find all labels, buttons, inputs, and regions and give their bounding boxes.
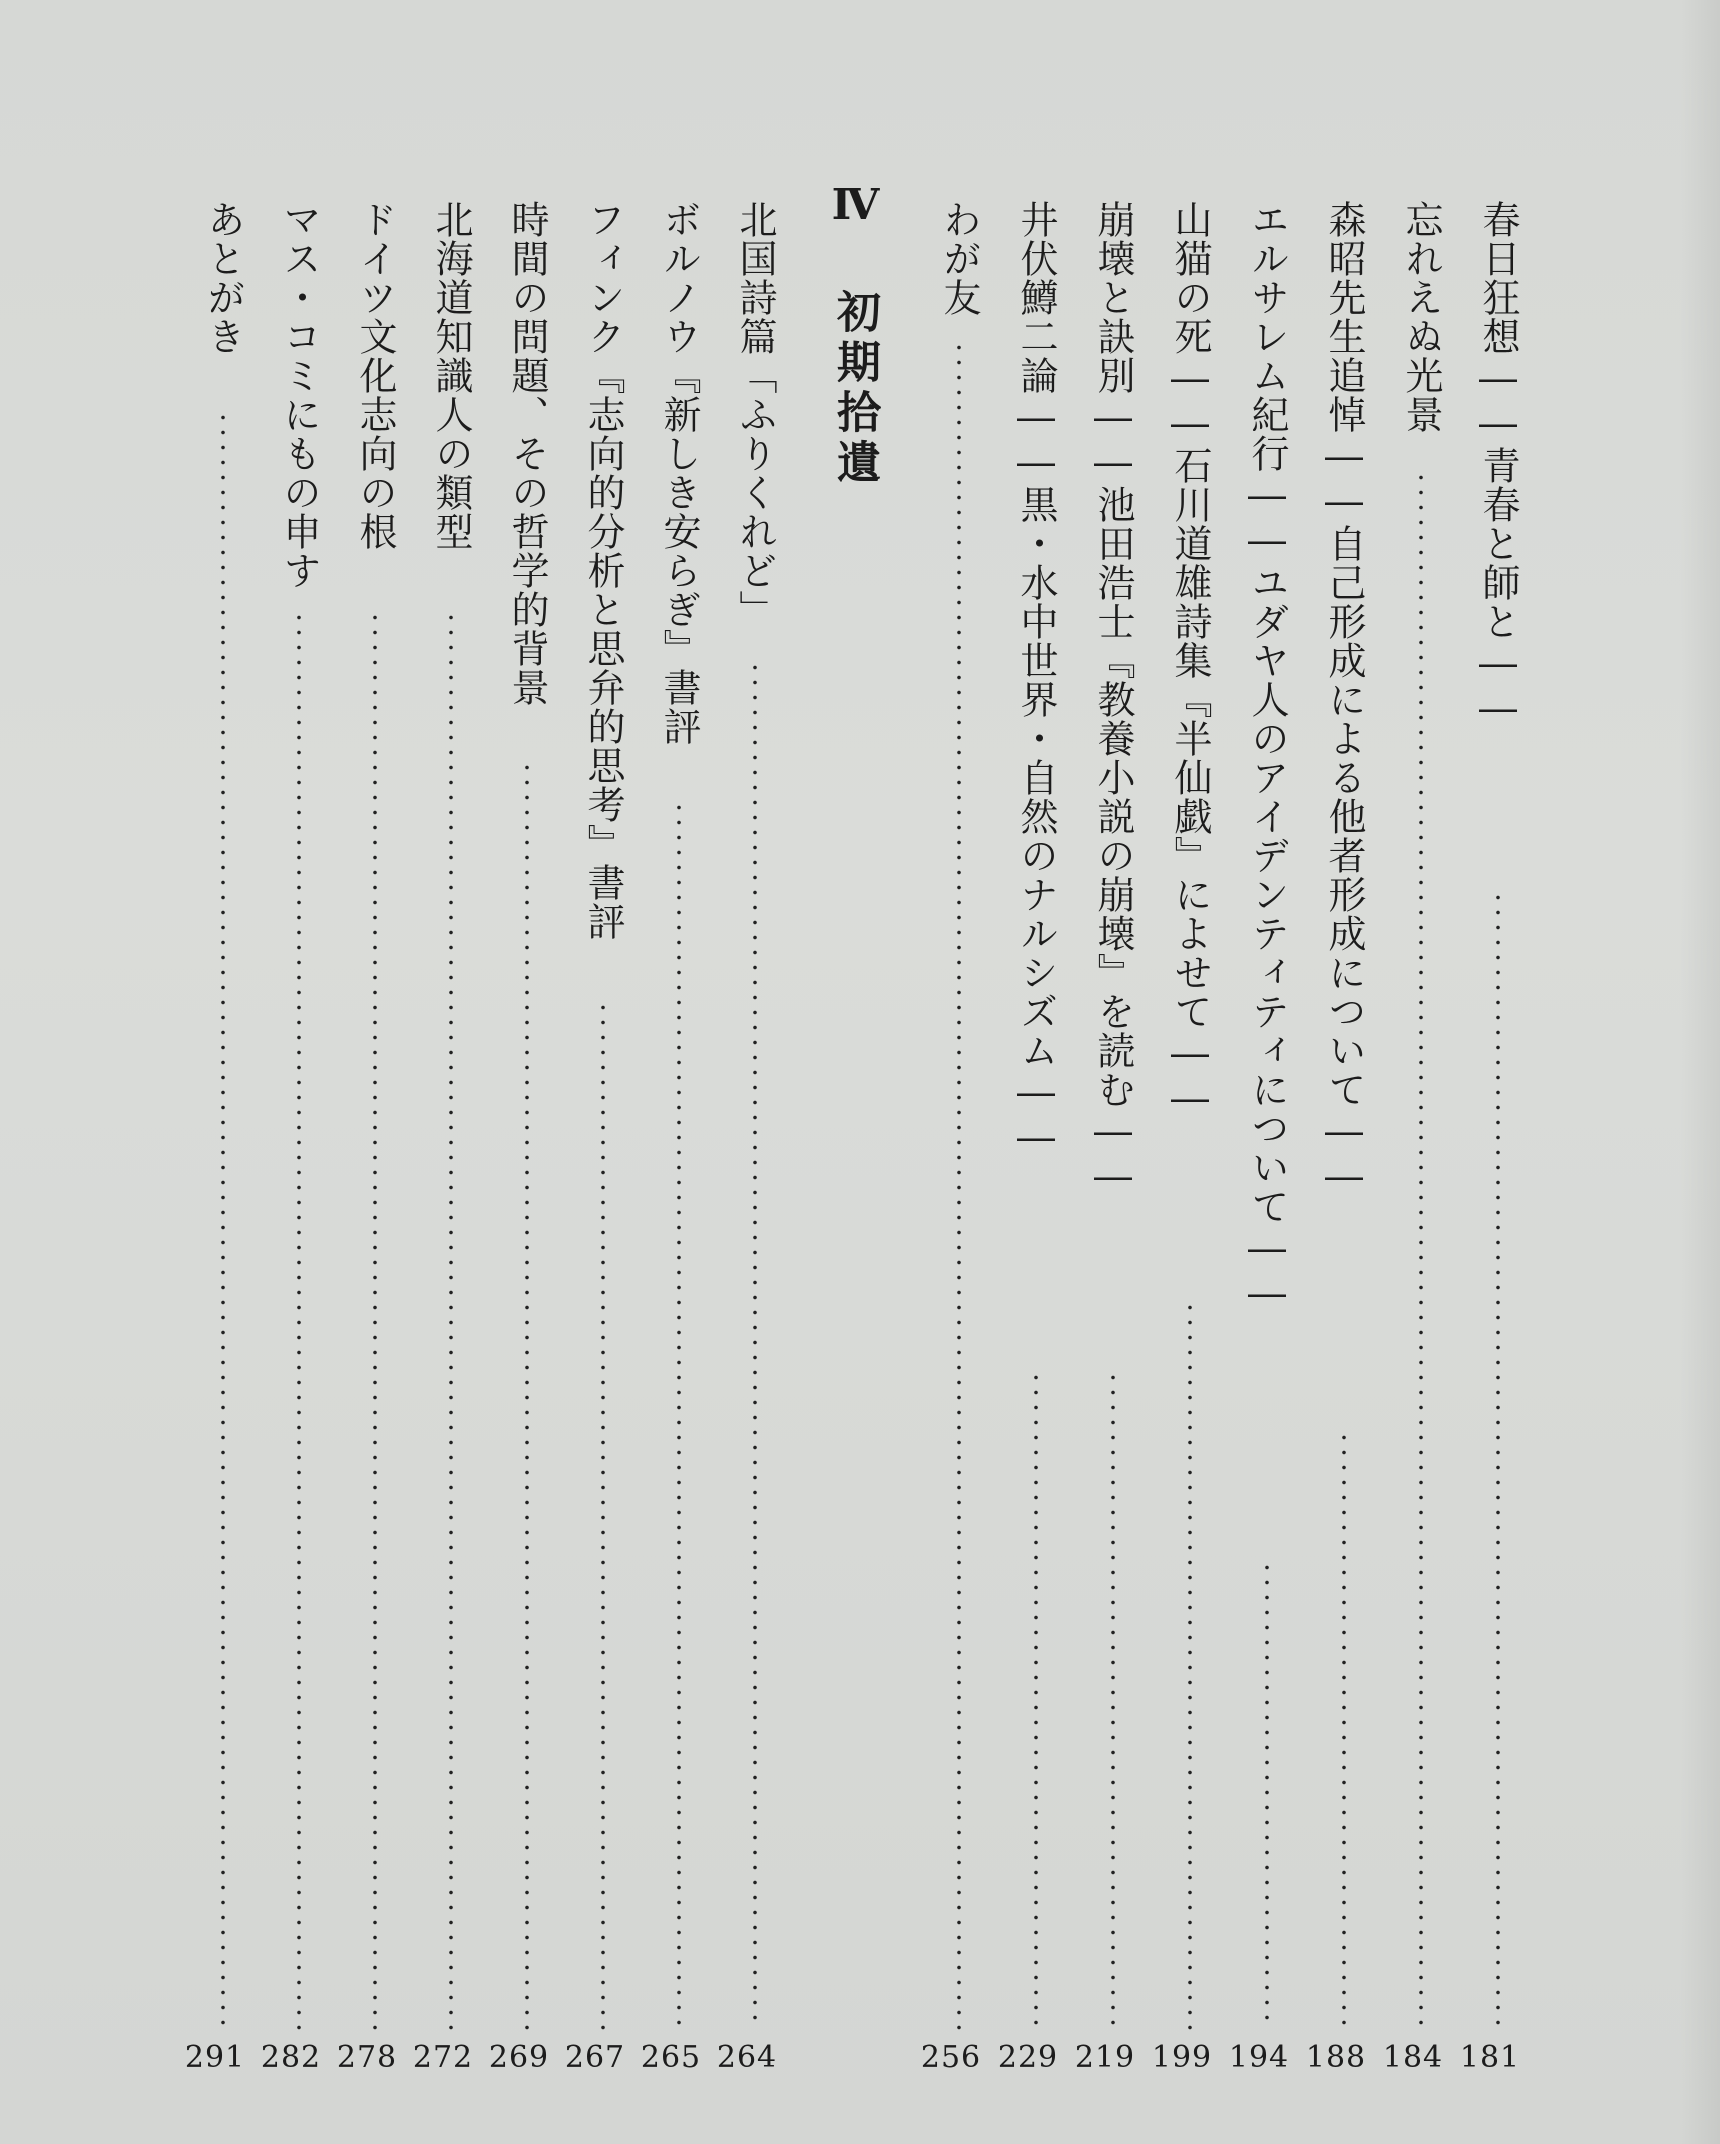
dot-leader <box>1111 1370 1115 2030</box>
toc-page-number: 194 <box>1228 2040 1290 2075</box>
toc-entry-title: 忘れえぬ光景 <box>1399 200 1443 434</box>
toc-entry <box>1397 200 1445 2030</box>
dot-leader <box>601 1000 605 2030</box>
toc-entry <box>427 200 475 2030</box>
toc-entry <box>1012 200 1060 2030</box>
toc-page-number: 291 <box>184 2040 246 2075</box>
toc-page-number: 265 <box>640 2040 702 2075</box>
toc-entry-title: わが友 <box>937 200 981 317</box>
dot-leader <box>1342 1430 1346 2030</box>
dot-leader <box>677 800 681 2030</box>
page-edge-shadow <box>1680 0 1720 2144</box>
dot-leader <box>221 410 225 2030</box>
dot-leader <box>1496 890 1500 2030</box>
toc-entry <box>351 200 399 2030</box>
dot-leader <box>957 340 961 2030</box>
dot-leader <box>1419 470 1423 2030</box>
section-heading <box>826 180 882 489</box>
toc-page-number: 256 <box>920 2040 982 2075</box>
toc-page-number: 278 <box>336 2040 398 2075</box>
toc-entry-title: ボルノウ『新しき安らぎ』書評 <box>657 200 701 746</box>
dot-leader <box>1034 1370 1038 2030</box>
toc-entry <box>1474 200 1522 2030</box>
toc-entry-title: 崩壊と訣別――池田浩士『教養小説の崩壊』を読む―― <box>1091 200 1135 1199</box>
toc-page-number: 282 <box>260 2040 322 2075</box>
toc-entry-title: 春日狂想――青春と師と―― <box>1476 200 1520 731</box>
toc-entry-title: ドイツ文化志向の根 <box>353 200 397 551</box>
section-title: 初期拾遺 <box>829 289 880 489</box>
toc-page-number: 267 <box>564 2040 626 2075</box>
toc-entry <box>1320 200 1368 2030</box>
dot-leader <box>297 610 301 2030</box>
toc-entry <box>1243 200 1291 2030</box>
toc-entry <box>275 200 323 2030</box>
toc-entry <box>731 200 779 2030</box>
toc-entry <box>655 200 703 2030</box>
dot-leader <box>525 760 529 2030</box>
toc-entry <box>1166 200 1214 2030</box>
toc-entry-title: フィンク『志向的分析と思弁的思考』書評 <box>581 200 625 941</box>
toc-entry <box>1089 200 1137 2030</box>
section-numeral: Ⅳ <box>831 180 877 229</box>
dot-leader <box>1265 1560 1269 2030</box>
toc-entry <box>935 200 983 2030</box>
toc-page-number: 184 <box>1382 2040 1444 2075</box>
toc-page-number: 219 <box>1074 2040 1136 2075</box>
toc-entry-title: 北海道知識人の類型 <box>429 200 473 551</box>
toc-page-number: 229 <box>997 2040 1059 2075</box>
toc-entry-title: あとがき <box>201 200 245 356</box>
dot-leader <box>373 610 377 2030</box>
toc-entry-title: 北国詩篇「ふりくれど」 <box>733 200 777 629</box>
toc-entry-title: 井伏鱒二論――黒・水中世界・自然のナルシズム―― <box>1014 200 1058 1160</box>
dot-leader <box>753 660 757 2030</box>
toc-entry <box>579 200 627 2030</box>
toc-page-number: 181 <box>1459 2040 1521 2075</box>
toc-page-number: 188 <box>1305 2040 1367 2075</box>
toc-entry-title: 森昭先生追悼――自己形成による他者形成について―― <box>1322 200 1366 1199</box>
dot-leader <box>449 610 453 2030</box>
toc-page-number: 264 <box>716 2040 778 2075</box>
toc-entry-title: マス・コミにもの申す <box>277 200 321 590</box>
toc-entry <box>503 200 551 2030</box>
toc-entry-title: 時間の問題、その哲学的背景 <box>505 200 549 707</box>
toc-entry <box>199 200 247 2030</box>
toc-entry-title: エルサレム紀行――ユダヤ人のアイデンティティについて―― <box>1245 200 1289 1316</box>
toc-entry-title: 山猫の死――石川道雄詩集『半仙戯』によせて―― <box>1168 200 1212 1121</box>
dot-leader <box>1188 1300 1192 2030</box>
toc-page-number: 269 <box>488 2040 550 2075</box>
toc-page-number: 199 <box>1151 2040 1213 2075</box>
toc-page-number: 272 <box>412 2040 474 2075</box>
